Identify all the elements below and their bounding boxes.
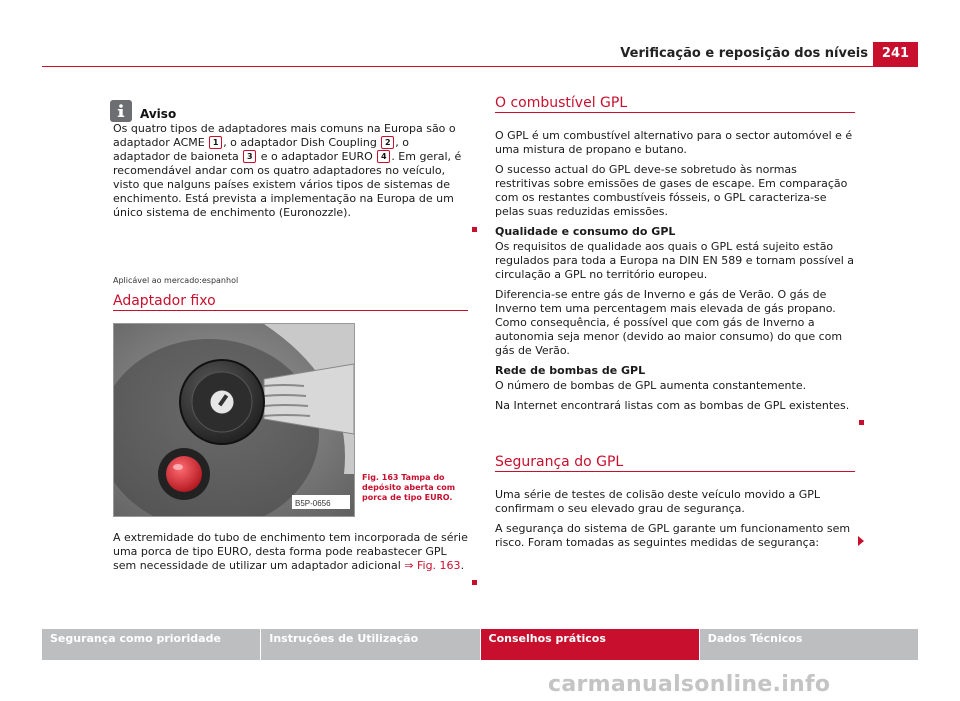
seguranca-p1: Uma série de testes de colisão deste veículo movido a GPL confirmam o seu elevado grau de segurança. [495, 488, 820, 515]
tab-conselhos-praticos[interactable]: Conselhos práticos [481, 629, 700, 660]
tab-dados-tecnicos[interactable]: Dados Técnicos [700, 629, 918, 660]
header-rule [42, 66, 918, 67]
gpl-p3: Os requisitos de qualidade aos quais o GPL está sujeito estão regulados para toda a Europa na DIN EN 589 e tornam possível a circulação a GPL no território europeu. [495, 240, 855, 281]
warning-label: Aviso [140, 107, 177, 121]
subheading-qualidade: Qualidade e consumo do GPL [495, 225, 676, 238]
tab-seguranca-prioridade[interactable]: Segurança como prioridade [42, 629, 261, 660]
continue-arrow-icon [858, 536, 864, 546]
figure-caption: Fig. 163 Tampa do depósito aberta com porca de tipo EURO. [362, 473, 456, 502]
fuel-cap-photo [113, 323, 355, 517]
gpl-p5: O número de bombas de GPL aumenta constantemente. [495, 379, 807, 392]
gpl-p6: Na Internet encontrará listas com as bombas de GPL existentes. [495, 399, 850, 412]
gpl-p2: O sucesso actual do GPL deve-se sobretudo às normas restritivas sobre emissões de gases de escape. Em comparação com os restantes combustíveis fósseis, o GPL caracteriza-se pelas suas reduzidas emissões. [495, 163, 848, 218]
callout-2: 2 [381, 136, 394, 149]
subheading-rede: Rede de bombas de GPL [495, 364, 646, 377]
section-heading-gpl: O combustível GPL [495, 96, 855, 113]
tab-instrucoes[interactable]: Instruções de Utilização [261, 629, 480, 660]
adaptador-body: A extremidade do tubo de enchimento tem incorporada de série uma porca de tipo EURO, desta forma pode reabastecer GPL sem necessidade de utilizar um adaptador adicional ⇒ Fig. 163. [113, 531, 468, 572]
callout-4: 4 [377, 150, 390, 163]
section-end-marker [859, 420, 864, 425]
right-column [495, 96, 855, 550]
callout-1: 1 [209, 136, 222, 149]
section-end-marker [472, 580, 477, 585]
gpl-p1: O GPL é um combustível alternativo para o sector automóvel e é uma mistura de propano e butano. [495, 129, 853, 156]
figure-link[interactable]: ⇒ Fig. 163 [404, 559, 461, 572]
figure-163 [113, 323, 468, 519]
section-heading-adaptador: Adaptador fixo [113, 294, 468, 311]
market-note: Aplicável ao mercado:espanhol [113, 276, 239, 285]
warning-text: Os quatro tipos de adaptadores mais comuns na Europa são o adaptador ACME 1 , o adaptador Dish Coupling 2 , o adaptador de baioneta 3 e o adaptador EURO 4 . Em geral, é recomendável andar com os quatro adaptadores no veículo, visto que nalguns países existem vários tipos de sistemas de enchimento. Está prevista a implementação na Europa de um único sistema de enchimento (Euronozzle). [113, 122, 462, 219]
left-column [113, 96, 468, 589]
callout-3: 3 [243, 150, 256, 163]
section-end-marker [472, 227, 477, 232]
gpl-p4: Diferencia-se entre gás de Inverno e gás de Verão. O gás de Inverno tem uma percentagem mais elevada de gás propano. Como consequência, é possível que com gás de Inverno a autonomia seja menor (devido ao maior consumo) do que com gás de Verão. [495, 288, 843, 357]
chapter-title: Verificação e reposição dos níveis [620, 46, 868, 61]
figure-code: B5P-0656 [295, 499, 331, 508]
info-icon [110, 100, 132, 122]
section-heading-seguranca: Segurança do GPL [495, 455, 855, 472]
seguranca-p2: A segurança do sistema de GPL garante um funcionamento sem risco. Foram tomadas as seguintes medidas de segurança: [495, 522, 851, 549]
warning-header [113, 96, 468, 122]
page-number: 241 [873, 42, 918, 66]
watermark: carmanualsonline.info [548, 672, 831, 697]
footer-nav [42, 629, 918, 660]
